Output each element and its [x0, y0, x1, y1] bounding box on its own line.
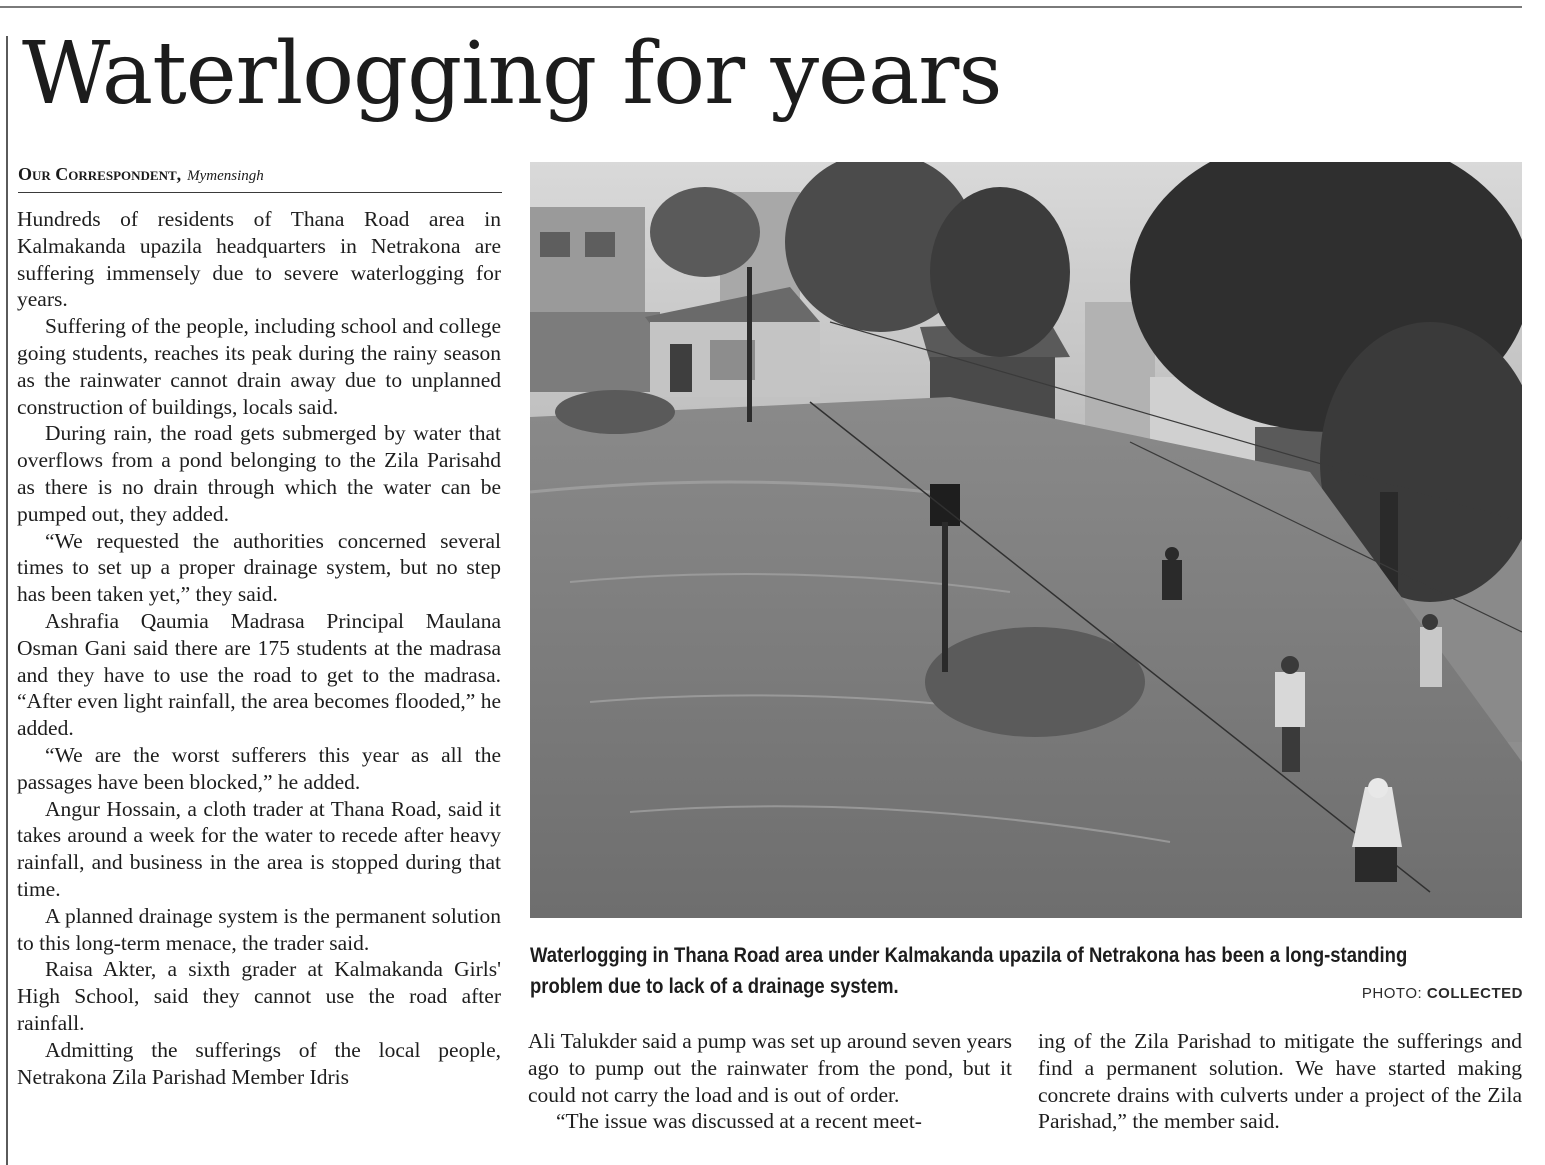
paragraph: “The issue was discussed at a recent meet- [556, 1109, 922, 1134]
news-photo [530, 162, 1522, 918]
paragraph: Suffering of the people, including school and college going students, reaches its peak during the rainy season as the rainwater cannot drain away due to unplanned construction of buildings, locals said. [17, 314, 501, 419]
paragraph: Hundreds of residents of Thana Road area in Kalmakanda upazila headquarters in Netrakona are suffering immensely due to severe waterlogging for years. [17, 207, 501, 312]
paragraph: During rain, the road gets submerged by water that overflows from a pond belonging to the Zila Parisahd as there is no drain through which the water can be pumped out, they added. [17, 421, 501, 526]
article-column-2 [528, 1028, 1012, 1165]
photo-credit-source: COLLECTED [1426, 985, 1523, 1002]
photo-caption: Waterlogging in Thana Road area under Kalmakanda upazila of Netrakona has been a long-standing problem due to lack of a drainage system. [530, 944, 1408, 998]
paragraph: Ashrafia Qaumia Madrasa Principal Maulana Osman Gani said there are 175 students at the madrasa and they have to use the road to get to the madrasa. “After even light rainfall, the area becomes flooded,” he added. [17, 608, 501, 741]
left-column-rule [6, 36, 8, 1165]
paragraph: Admitting the sufferings of the local people, Netrakona Zila Parishad Member Idris [17, 1037, 501, 1089]
headline: Waterlogging for years [22, 24, 1002, 124]
paragraph: Angur Hossain, a cloth trader at Thana Road, said it takes around a week for the water to recede after heavy rainfall, and business in the area is stopped during that time. [17, 796, 501, 901]
byline-place: Mymensingh [187, 168, 264, 184]
byline [18, 164, 502, 193]
paragraph: Ali Talukder said a pump was set up around seven years ago to pump out the rainwater from the pond, but it could not carry the load and is out of order. [528, 1029, 1012, 1107]
paragraph: A planned drainage system is the permanent solution to this long-term menace, the trader said. [17, 903, 501, 955]
photo-credit [1362, 985, 1523, 1002]
article-column-3 [1038, 1028, 1522, 1165]
paragraph: “We requested the authorities concerned several times to set up a proper drainage system, but no step has been taken yet,” they said. [17, 528, 501, 607]
byline-name: Our Correspondent, [18, 164, 182, 184]
paragraph: ing of the Zila Parishad to mitigate the sufferings and find a permanent solution. We have started making concrete drains with culverts under a project of the Zila Parishad,” the member said. [1038, 1029, 1522, 1134]
article-column-1 [17, 206, 501, 1165]
paragraph: “We are the worst sufferers this year as all the passages have been blocked,” he added. [17, 742, 501, 794]
top-rule [0, 6, 1522, 8]
photo-credit-prefix: PHOTO: [1361, 985, 1423, 1002]
paragraph: Raisa Akter, a sixth grader at Kalmakanda Girls' High School, said they cannot use the road after rainfall. [17, 957, 501, 1035]
